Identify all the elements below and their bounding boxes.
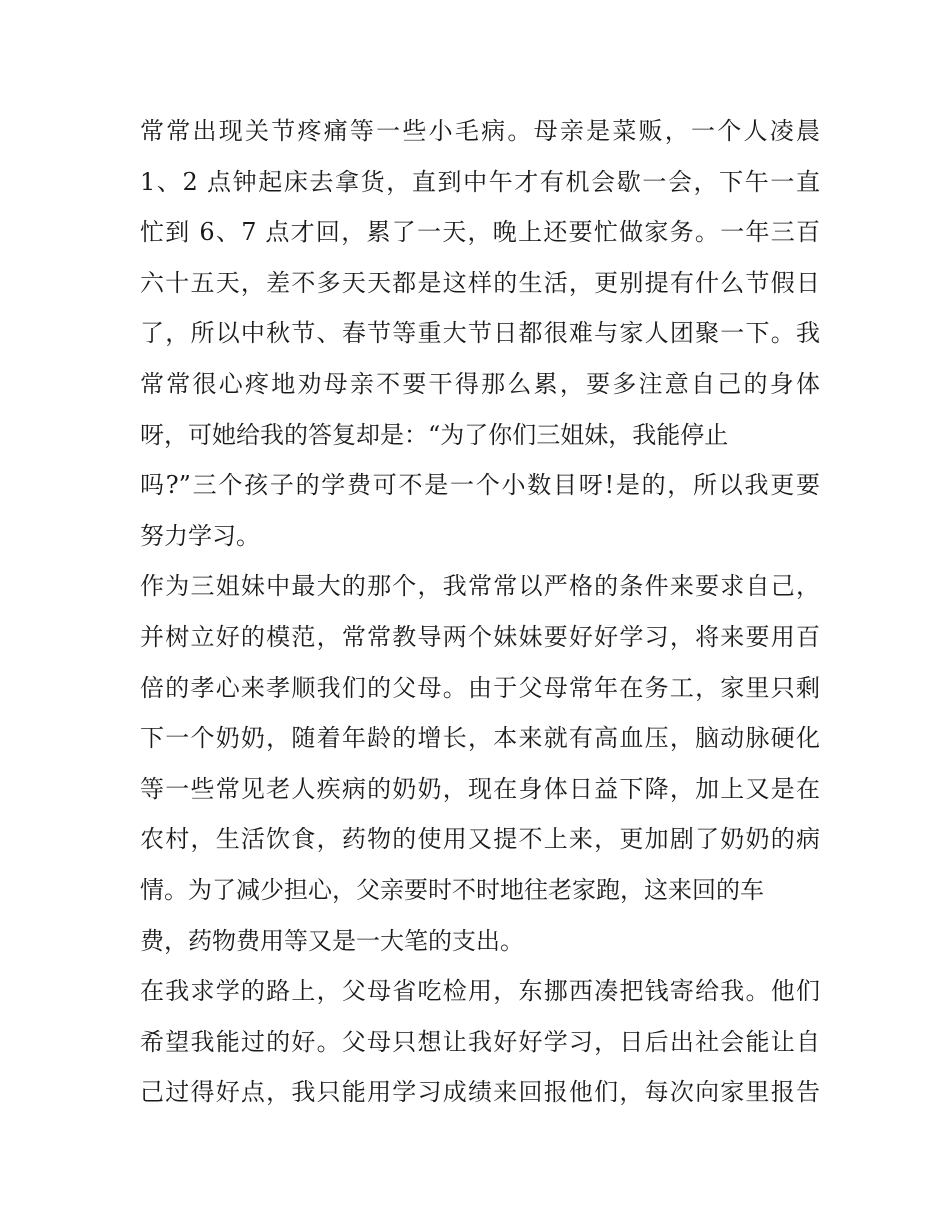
text-line: 并树立好的模范，常常教导两个妹妹要好好学习，将来要用百 [140,622,820,651]
text-line: 常常很心疼地劝母亲不要干得那么累，要多注意自己的身体 [140,369,820,398]
text-line: 作为三姐妹中最大的那个，我常常以严格的条件来要求自己， [140,572,820,601]
text-line: 吗?”三个孩子的学费可不是一个小数目呀!是的，所以我更要 [140,471,820,500]
text-line: 费，药物费用等又是一大笔的支出。 [140,926,524,955]
text-line: 常常出现关节疼痛等一些小毛病。母亲是菜贩，一个人凌晨 [140,117,820,145]
text-line: 情。为了减少担心，父亲要时不时地往老家跑，这来回的车 [140,875,764,904]
text-line: 倍的孝心来孝顺我们的父母。由于父母常年在务工，家里只剩 [140,673,820,702]
text-line: 等一些常见老人疾病的奶奶，现在身体日益下降，加上又是在 [140,774,820,803]
text-line: 在我求学的路上，父母省吃检用，东挪西凑把钱寄给我。他们 [140,977,820,1006]
text-line: 农村，生活饮食，药物的使用又提不上来，更加剧了奶奶的病 [140,825,820,854]
body-text [140,106,820,1118]
text-line: 六十五天，差不多天天都是这样的生活，更别提有什么节假日 [140,268,820,297]
text-line: 了，所以中秋节、春节等重大节日都很难与家人团聚一下。我 [140,319,820,348]
text-line: 努力学习。 [140,521,260,550]
text-line: 下一个奶奶，随着年龄的增长，本来就有高血压，脑动脉硬化 [140,724,820,753]
text-line: 希望我能过的好。父母只想让我好好学习，日后出社会能让自 [140,1027,820,1056]
text-line: 忙到 6、7 点才回，累了一天，晚上还要忙做家务。一年三百 [140,218,820,247]
text-line: 呀，可她给我的答复却是：“为了你们三姐妹，我能停止 [140,420,729,449]
text-line: 1、2 点钟起床去拿货，直到中午才有机会歇一会，下午一直 [140,167,820,196]
text-line: 己过得好点，我只能用学习成绩来回报他们，每次向家里报告 [140,1078,820,1107]
